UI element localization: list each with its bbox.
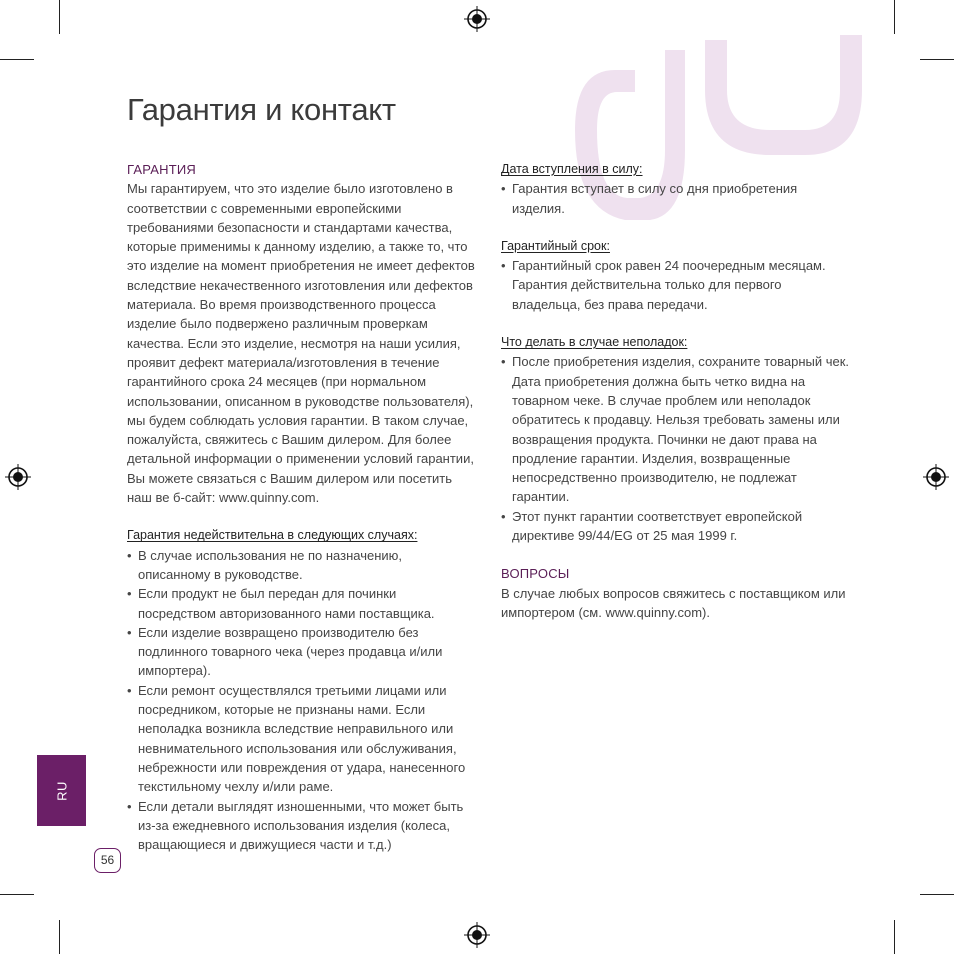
page-title: Гарантия и контакт: [127, 92, 396, 127]
list-item: • Если изделие возвращено производителю без подлинного товарного чека (через продавца и/или импортера).: [127, 623, 477, 681]
registration-mark-icon: [5, 464, 31, 490]
guarantee-heading: ГАРАНТИЯ: [127, 162, 196, 177]
list-item: • После приобретения изделия, сохраните товарный чек. Дата приобретения должна быть четко видна на товарном чеке. В случае проблем или неполадок обратитесь к продавцу. Нельзя требовать замены или возвращения продукта. Починки не дают права на продление гарантии. Изделия, возвращенные непосредственно производителю, не подлежат гарантии.: [501, 352, 851, 506]
right-column: [501, 160, 851, 622]
crop-mark-top-left-h: [0, 59, 34, 60]
period-list: [501, 256, 851, 314]
list-item: • Если ремонт осуществлялся третьими лицами или посредником, которые не признаны нами. Если неполадка возникла вследствие неправильного или невнимательного использования или обслуживания, небрежности или повреждения от удара, нанесенного текстильному чехлу и/или раме.: [127, 681, 477, 797]
questions-text: В случае любых вопросов свяжитесь с поставщиком или импортером (см. www.quinny.com).: [501, 585, 846, 620]
crop-mark-top-left: [59, 0, 60, 34]
trouble-heading: Что делать в случае неполадок:: [501, 335, 688, 350]
invalid-list: [127, 546, 477, 855]
language-tab: [37, 755, 86, 826]
registration-mark-icon: [464, 922, 490, 948]
effective-list: [501, 179, 851, 218]
page-number: 56: [94, 848, 121, 873]
invalid-heading: Гарантия недействительна в следующих случаях:: [127, 528, 418, 543]
crop-mark-top-right-h: [920, 59, 954, 60]
period-heading: Гарантийный срок:: [501, 238, 610, 253]
questions-heading: ВОПРОСЫ: [501, 566, 570, 582]
list-item: • Если детали выглядят изношенными, что может быть из-за ежедневного использования изделия (колеса, вращающиеся и движущиеся части и т.д.): [127, 797, 477, 855]
trouble-list: [501, 352, 851, 545]
crop-mark-bottom-right-h: [920, 894, 954, 895]
registration-mark-icon: [923, 464, 949, 490]
effective-heading: Дата вступления в силу:: [501, 162, 643, 176]
list-item: • Гарантийный срок равен 24 поочередным месяцам. Гарантия действительна только для первого владельца, без права передачи.: [501, 256, 851, 314]
crop-mark-bottom-left-h: [0, 894, 34, 895]
list-item: • В случае использования не по назначению, описанному в руководстве.: [127, 546, 477, 585]
crop-mark-bottom-left: [59, 920, 60, 954]
left-column: [127, 160, 477, 854]
language-tab-label: RU: [54, 780, 69, 801]
list-item: • Если продукт не был передан для починки посредством авторизованного нами поставщика.: [127, 584, 477, 623]
registration-mark-icon: [464, 6, 490, 32]
guarantee-text: Мы гарантируем, что это изделие было изготовлено в соответствии с современными европейскими требованиями безопасности и стандартами качества, которые применимы к данному изделию, а также то, что это изделие на момент приобретения не имеет дефектов вследствие некачественного изготовления или дефектов материала. Во время производственного процесса изделие было подвержено различным проверкам качества. Если это изделие, несмотря на наши усилия, проявит дефект материала/изготовления в течение гарантийного срока 24 месяцев (при нормальном использовании, описанном в руководстве пользователя), мы будем соблюдать условия гарантии. В таком случае, пожалуйста, свяжитесь с Вашим дилером. Для более детальной информации о применении условий гарантии, Вы можете связаться с Вашим дилером или посетить наш ве б-сайт: www.quinny.com.: [127, 181, 475, 506]
crop-mark-bottom-right: [894, 920, 895, 954]
list-item: • Этот пункт гарантии соответствует европейской директиве 99/44/EG от 25 мая 1999 г.: [501, 507, 851, 546]
crop-mark-top-right: [894, 0, 895, 34]
list-item: • Гарантия вступает в силу со дня приобретения изделия.: [501, 179, 851, 218]
